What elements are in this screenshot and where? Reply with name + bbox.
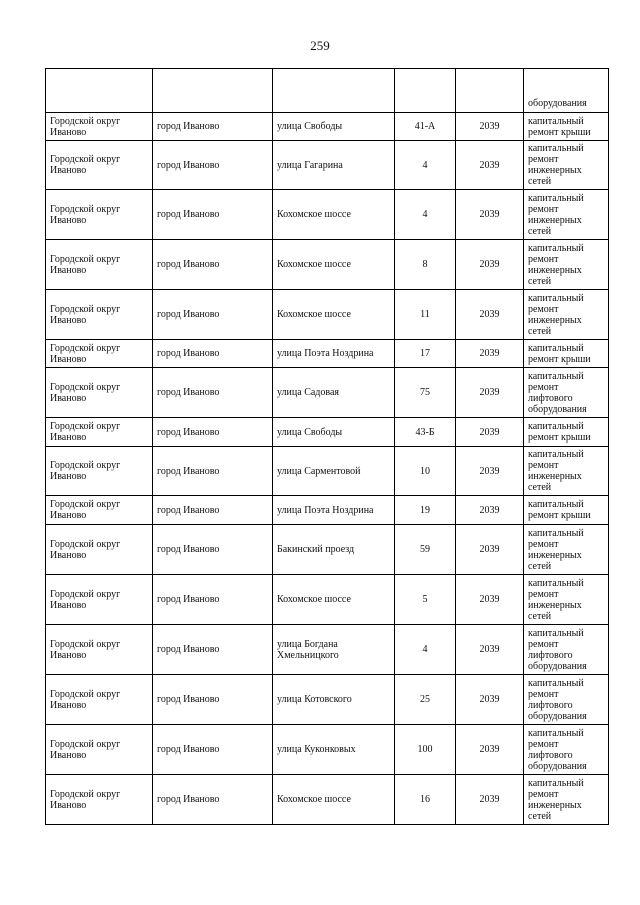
cell-work-type: капитальный ремонт лифтового оборудования xyxy=(524,625,609,675)
cell-house: 75 xyxy=(395,368,456,418)
cell-year: 2039 xyxy=(456,418,524,447)
cell-year: 2039 xyxy=(456,525,524,575)
cell-locality: город Иваново xyxy=(153,675,273,725)
cell-work-type: капитальный ремонт крыши xyxy=(524,340,609,368)
table-row xyxy=(46,775,609,825)
cell-locality: город Иваново xyxy=(153,625,273,675)
table-row xyxy=(46,575,609,625)
cell-street: Бакинский проезд xyxy=(273,525,395,575)
cell-street: улица Свободы xyxy=(273,113,395,141)
cell-work-type: капитальный ремонт инженерных сетей xyxy=(524,447,609,496)
table-row xyxy=(46,190,609,240)
table-row xyxy=(46,141,609,190)
cell-street: улица Сарментовой xyxy=(273,447,395,496)
cell-house: 16 xyxy=(395,775,456,825)
cell-municipality: Городской округ Иваново xyxy=(46,190,153,240)
table-row xyxy=(46,290,609,340)
cell-house xyxy=(395,69,456,113)
cell-house: 25 xyxy=(395,675,456,725)
cell-year: 2039 xyxy=(456,725,524,775)
cell-work-type: оборудования xyxy=(524,69,609,113)
cell-street: улица Поэта Ноздрина xyxy=(273,496,395,525)
cell-municipality: Городской округ Иваново xyxy=(46,575,153,625)
cell-street: улица Садовая xyxy=(273,368,395,418)
cell-year: 2039 xyxy=(456,141,524,190)
cell-municipality: Городской округ Иваново xyxy=(46,675,153,725)
cell-work-type: капитальный ремонт лифтового оборудования xyxy=(524,675,609,725)
cell-locality: город Иваново xyxy=(153,775,273,825)
cell-street: улица Куконковых xyxy=(273,725,395,775)
table-row xyxy=(46,368,609,418)
cell-house: 10 xyxy=(395,447,456,496)
cell-locality: город Иваново xyxy=(153,190,273,240)
cell-year: 2039 xyxy=(456,240,524,290)
page-number: 259 xyxy=(310,38,330,53)
cell-locality: город Иваново xyxy=(153,725,273,775)
cell-municipality: Городской округ Иваново xyxy=(46,447,153,496)
cell-municipality: Городской округ Иваново xyxy=(46,625,153,675)
cell-house: 4 xyxy=(395,190,456,240)
cell-year: 2039 xyxy=(456,113,524,141)
table-row xyxy=(46,725,609,775)
cell-year xyxy=(456,69,524,113)
cell-work-type: капитальный ремонт крыши xyxy=(524,496,609,525)
cell-street: улица Поэта Ноздрина xyxy=(273,340,395,368)
table-row xyxy=(46,240,609,290)
cell-house: 41-А xyxy=(395,113,456,141)
cell-work-type: капитальный ремонт лифтового оборудования xyxy=(524,368,609,418)
cell-house: 59 xyxy=(395,525,456,575)
cell-locality: город Иваново xyxy=(153,368,273,418)
cell-locality xyxy=(153,69,273,113)
cell-locality: город Иваново xyxy=(153,525,273,575)
cell-year: 2039 xyxy=(456,775,524,825)
cell-municipality: Городской округ Иваново xyxy=(46,725,153,775)
cell-work-type: капитальный ремонт инженерных сетей xyxy=(524,575,609,625)
cell-work-type: капитальный ремонт инженерных сетей xyxy=(524,525,609,575)
cell-house: 100 xyxy=(395,725,456,775)
cell-house: 5 xyxy=(395,575,456,625)
cell-locality: город Иваново xyxy=(153,290,273,340)
cell-year: 2039 xyxy=(456,575,524,625)
cell-locality: город Иваново xyxy=(153,496,273,525)
cell-work-type: капитальный ремонт инженерных сетей xyxy=(524,141,609,190)
table-row xyxy=(46,496,609,525)
cell-house: 4 xyxy=(395,141,456,190)
cell-year: 2039 xyxy=(456,625,524,675)
cell-year: 2039 xyxy=(456,290,524,340)
cell-locality: город Иваново xyxy=(153,575,273,625)
cell-municipality: Городской округ Иваново xyxy=(46,340,153,368)
cell-house: 4 xyxy=(395,625,456,675)
cell-street: Кохомское шоссе xyxy=(273,775,395,825)
cell-work-type: капитальный ремонт крыши xyxy=(524,418,609,447)
table-row xyxy=(46,447,609,496)
cell-municipality: Городской округ Иваново xyxy=(46,525,153,575)
cell-street: улица Гагарина xyxy=(273,141,395,190)
cell-street: Кохомское шоссе xyxy=(273,240,395,290)
cell-street xyxy=(273,69,395,113)
cell-year: 2039 xyxy=(456,675,524,725)
table-row xyxy=(46,625,609,675)
housing-repair-table xyxy=(45,68,609,825)
cell-work-type: капитальный ремонт инженерных сетей xyxy=(524,240,609,290)
cell-year: 2039 xyxy=(456,447,524,496)
cell-locality: город Иваново xyxy=(153,418,273,447)
cell-municipality: Городской округ Иваново xyxy=(46,368,153,418)
table-row xyxy=(46,525,609,575)
cell-street: Кохомское шоссе xyxy=(273,575,395,625)
cell-house: 43-Б xyxy=(395,418,456,447)
cell-work-type: капитальный ремонт инженерных сетей xyxy=(524,190,609,240)
cell-work-type: капитальный ремонт лифтового оборудования xyxy=(524,725,609,775)
cell-house: 17 xyxy=(395,340,456,368)
cell-locality: город Иваново xyxy=(153,447,273,496)
table-row xyxy=(46,418,609,447)
cell-work-type: капитальный ремонт инженерных сетей xyxy=(524,290,609,340)
cell-municipality xyxy=(46,69,153,113)
cell-house: 11 xyxy=(395,290,456,340)
cell-street: улица Богдана Хмельницкого xyxy=(273,625,395,675)
cell-locality: город Иваново xyxy=(153,113,273,141)
cell-year: 2039 xyxy=(456,190,524,240)
cell-house: 19 xyxy=(395,496,456,525)
cell-year: 2039 xyxy=(456,496,524,525)
cell-municipality: Городской округ Иваново xyxy=(46,496,153,525)
cell-municipality: Городской округ Иваново xyxy=(46,290,153,340)
table-row-continued xyxy=(46,69,609,113)
cell-work-type: капитальный ремонт инженерных сетей xyxy=(524,775,609,825)
cell-street: Кохомское шоссе xyxy=(273,190,395,240)
cell-municipality: Городской округ Иваново xyxy=(46,141,153,190)
cell-street: Кохомское шоссе xyxy=(273,290,395,340)
cell-street: улица Котовского xyxy=(273,675,395,725)
cell-locality: город Иваново xyxy=(153,340,273,368)
table-row xyxy=(46,113,609,141)
cell-municipality: Городской округ Иваново xyxy=(46,418,153,447)
cell-street: улица Свободы xyxy=(273,418,395,447)
cell-locality: город Иваново xyxy=(153,141,273,190)
cell-municipality: Городской округ Иваново xyxy=(46,113,153,141)
cell-year: 2039 xyxy=(456,340,524,368)
cell-year: 2039 xyxy=(456,368,524,418)
cell-municipality: Городской округ Иваново xyxy=(46,775,153,825)
table-row xyxy=(46,340,609,368)
cell-municipality: Городской округ Иваново xyxy=(46,240,153,290)
cell-house: 8 xyxy=(395,240,456,290)
table-row xyxy=(46,675,609,725)
cell-work-type: капитальный ремонт крыши xyxy=(524,113,609,141)
cell-locality: город Иваново xyxy=(153,240,273,290)
